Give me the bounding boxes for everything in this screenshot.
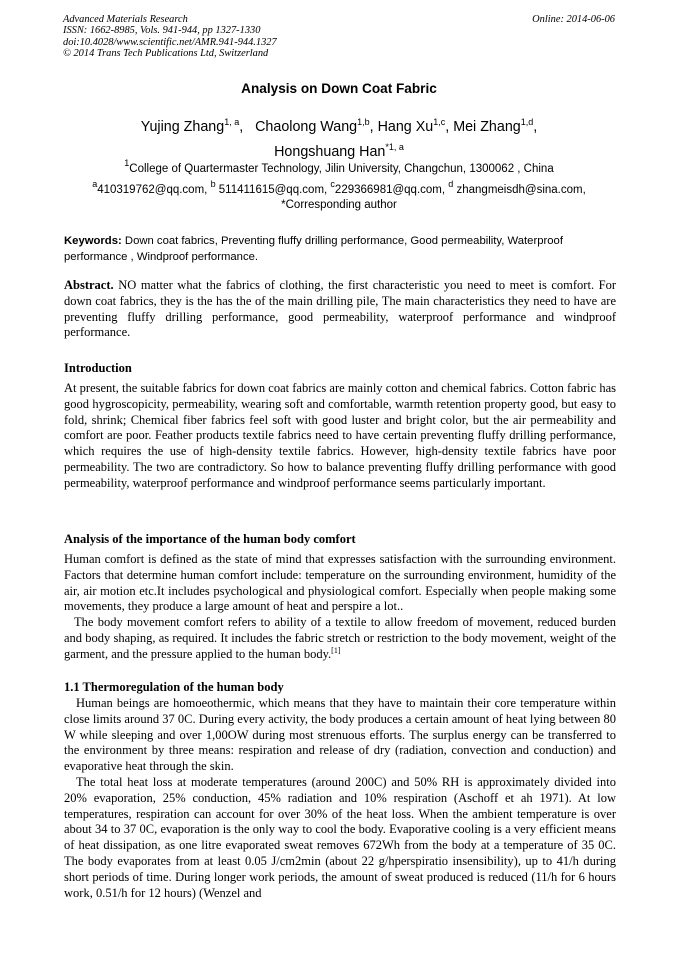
keywords-label: Keywords: [64, 235, 122, 247]
author-affil-sup: 1,c [433, 117, 446, 127]
comfort-paragraph-2 [64, 615, 616, 662]
thermoregulation-paragraph-1: Human beings are homoeothermic, which means that they have to maintain their core temperature within close limits around 37 0C. During every activity, the body produces a certain amount of heat lying between 80 W while sleeping and over 1,00OW during most strenuous efforts. The surplus energy can be transferred to the environment by three means: respiration and release of dry (radiation, convection and conduction) and evaporative heat through the skin. [64, 696, 616, 774]
copyright-line: © 2014 Trans Tech Publications Ltd, Switzerland [63, 48, 269, 60]
email-address: zhangmeisdh@sina.com, [456, 184, 586, 196]
journal-header [63, 14, 615, 60]
abstract-label: Abstract. [64, 278, 114, 292]
comfort-paragraph-1: Human comfort is defined as the state of mind that expresses satisfaction with the surrounding environment. Factors that determine human comfort include: temperature on the surrounding environment, humidity of the air, air motion etc.It includes psychological and physiological comfort. Especially when people making some movements, they produce a large amount of heat and perspire a lot.. [64, 552, 616, 614]
author-name: Mei Zhang [453, 119, 521, 135]
email-sup: a [92, 179, 98, 189]
affiliation-text: College of Quartermaster Technology, Jilin University, Changchun, 1300062 , China [129, 163, 554, 175]
email-address: 410319762@qq.com, [97, 184, 208, 196]
email-line [0, 179, 678, 198]
author-line-2 [0, 140, 678, 165]
paper-title: Analysis on Down Coat Fabric [241, 81, 437, 96]
author-name: Hang Xu [377, 119, 434, 135]
comfort-section-heading: Analysis of the importance of the human body comfort [64, 532, 356, 546]
keywords-text: Down coat fabrics, Preventing fluffy drilling performance, Good permeability, Waterproof performance , Windproof performance. [64, 235, 563, 263]
email-address: 229366981@qq.com, [334, 184, 446, 196]
author-affil-sup: 1,d [520, 117, 534, 127]
abstract-text: NO matter what the fabrics of clothing, the first characteristic you need to meet is comfort. For down coat fabrics, they is the has the of the main drilling pile, The main characteristics they need to have are preventing fluffy drilling performance, good permeability, waterproof performance and windproof performance. [64, 278, 616, 340]
affiliation-sup: 1 [124, 158, 130, 168]
online-date: Online: 2014-06-06 [532, 14, 615, 25]
introduction-body [64, 381, 616, 492]
author-affil-sup: 1,b [357, 117, 370, 127]
issn-line: ISSN: 1662-8985, Vols. 941-944, pp 1327-1330 [63, 25, 261, 37]
keywords [64, 234, 616, 265]
affiliation [0, 158, 678, 175]
doi-line: doi:10.4028/www.scientific.net/AMR.941-944.1327 [63, 36, 277, 48]
citation-ref: [1] [331, 645, 341, 655]
email-sup: c [330, 179, 335, 189]
journal-name: Advanced Materials Research [63, 14, 188, 25]
thermoregulation-heading: 1.1 Thermoregulation of the human body [64, 680, 284, 694]
email-sup: b [210, 179, 216, 189]
introduction-heading: Introduction [64, 361, 132, 375]
abstract [64, 278, 616, 341]
author-line-1: Yujing Zhang$^{1, a}$, Chaolong Wang$^{1,b}$, Hang Xu$^{1,c}$, Mei Zhang$^{1,d}$, [140, 117, 538, 135]
comfort-paragraph-2-text: The body movement comfort refers to ability of a textile to allow freedom of movement, reduced burden and body shaping, as required. It includes the fabric stretch or restriction to the body movement, weight of the garment, and the pressure applied to the human body. [64, 615, 616, 661]
email-address: 511411615@qq.com, [218, 184, 328, 196]
author-affil-sup: 1, a [224, 117, 240, 127]
author-name: Chaolong Wang [255, 119, 358, 135]
email-list [0, 179, 678, 213]
author-name: Yujing Zhang [140, 119, 225, 135]
thermoregulation-paragraph-2: The total heat loss at moderate temperatures (around 200C) and 50% RH is approximately divided into 20% evaporation, 25% conduction, 45% radiation and 10% respiration (Aschoff et ah 1971). At low temperatures, respiration can account for over 30% of the heat loss. When the ambient temperature is over about 34 to 37 0C, evaporation is the only way to cool the body. Evaporative cooling is a very efficient means of heat dissipation, as one litre evaporated sweat removes 672Wh from the body at a temperature of 35 0C. The body evaporates from at least 0.05 J/cm2min (about 22 g/hperspiratio insensibility), up to 41/h during short periods of time. During longer work periods, the amount of sweat produced is reduced (11/h for 6 hours work, 0.51/h for 12 hours) (Wenzel and [64, 774, 616, 900]
abstract-paragraph [64, 278, 616, 341]
author-affil-sup: *1, a [385, 142, 404, 152]
author-list [0, 115, 678, 165]
comfort-section-body [64, 552, 616, 663]
author-name: Hongshuang Han [274, 144, 386, 160]
corresponding-author: *Corresponding author [281, 199, 397, 211]
email-sup: d [448, 179, 454, 189]
thermoregulation-body [64, 696, 616, 901]
introduction-paragraph: At present, the suitable fabrics for down coat fabrics are mainly cotton and chemical fabrics. Cotton fabric has good hygroscopicity, permeability, wearing soft and comfortable, warmth retention property good, but easy to fold, shrink; Chemical fiber fabrics feel soft with good luster and bright color, but the air permeability and comfort are poor. Feather products textile fabrics need to have certain preventing fluffy drilling performance, which requires the use of high-density textile fabrics. However, high-density textile fabrics have poor permeability. The two are contradictory. So how to balance preventing fluffy drilling performance with good permeability, waterproof performance and windproof performance seems particularly important. [64, 381, 616, 490]
